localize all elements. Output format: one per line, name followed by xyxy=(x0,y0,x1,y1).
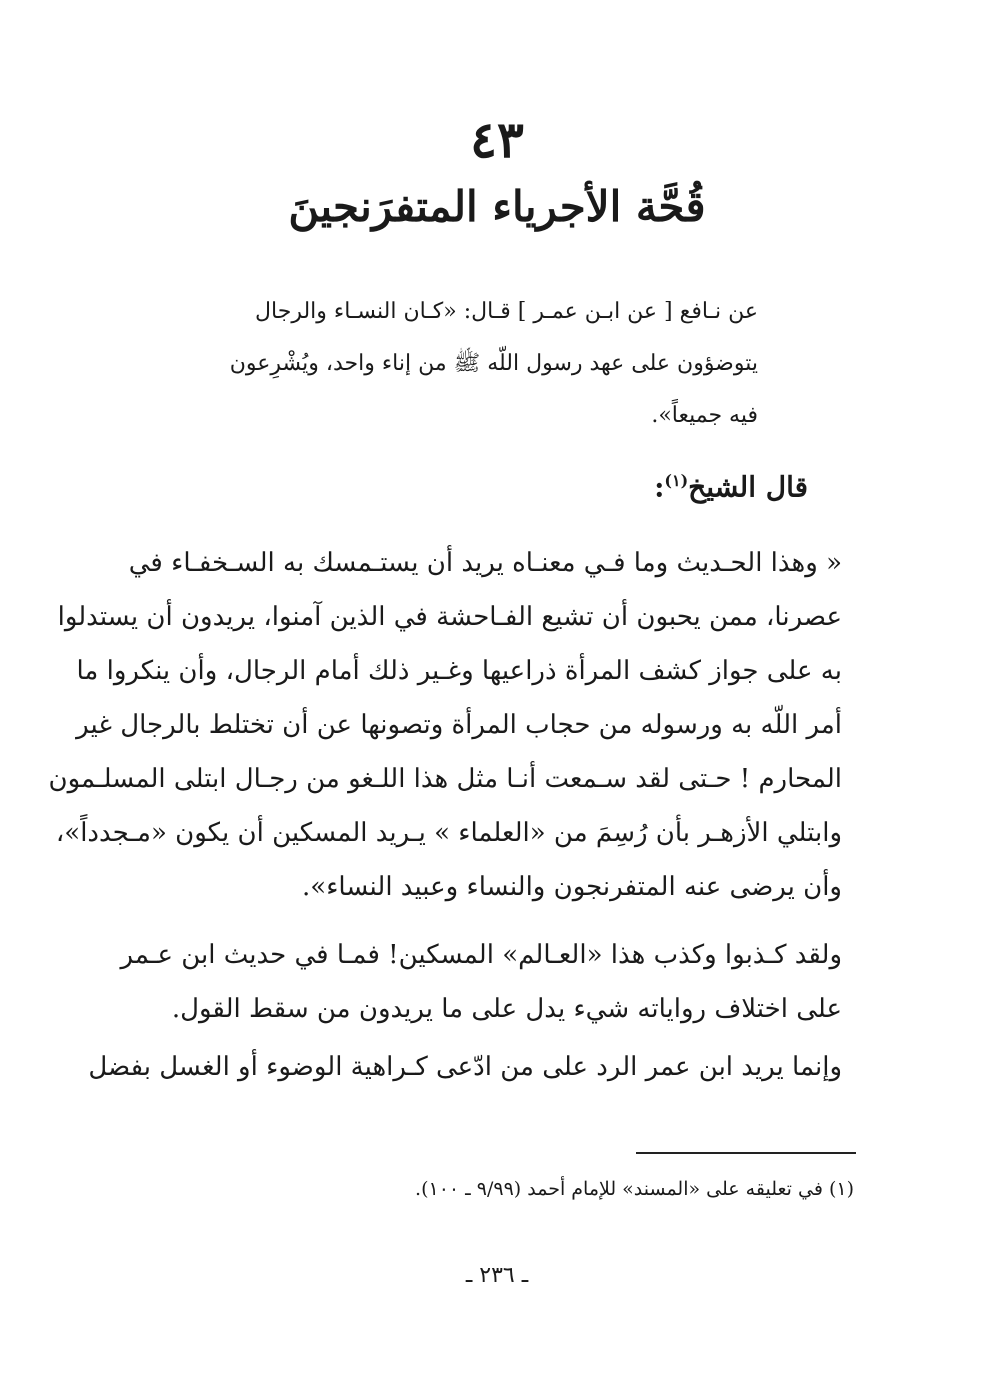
paragraph-line: وابتلي الأزهـر بأن رُسِمَ من «العلماء » يـريد المسكين أن يكون «مـجدداً»، xyxy=(55,818,842,848)
chapter-number: ٤٣ xyxy=(470,110,524,169)
paragraph-line: على اختلاف رواياته شيء يدل على ما يريدون من سقط القول. xyxy=(171,994,842,1024)
shaykh-heading xyxy=(654,456,808,512)
paragraph-line: أمر اللّه به ورسوله من حجاب المرأة وتصونها عن أن تختلط بالرجال غير xyxy=(76,710,842,740)
paragraph-line: عصرنا، ممن يحبون أن تشيع الفـاحشة في الذين آمنوا، يريدون أن يستدلوا xyxy=(57,602,842,632)
hadith-line: عن نـافع [ عن ابـن عمـر ] قـال: «كـان النسـاء والرجال xyxy=(255,299,758,324)
hadith-line: يتوضؤون على عهد رسول اللّه ﷺ من إناء واحد، ويُشْرِعون xyxy=(229,351,758,376)
paragraph-line: به على جواز كشف المرأة ذراعيها وغـير ذلك أمام الرجال، وأن ينكروا ما xyxy=(76,656,842,686)
commentary-paragraph xyxy=(48,536,842,914)
paragraph-line: وإنما يريد ابن عمر الرد على من ادّعى كـراهية الوضوء أو الغسل بفضل xyxy=(88,1052,842,1082)
shaykh-heading-colon: : xyxy=(654,470,665,504)
paragraph-line: وأن يرضى عنه المتفرنجون والنساء وعبيد النساء». xyxy=(302,872,842,902)
paragraph-line: ولقد كـذبوا وكذب هذا «العـالم» المسكين! فمـا في حديث ابن عـمر xyxy=(120,940,842,970)
hadith-line: فيه جميعاً». xyxy=(651,403,758,428)
paragraph-line: المحارم ! حـتى لقد سـمعت أنـا مثل هذا اللـغو من رجـال ابتلى المسلـمون xyxy=(48,764,842,794)
footnote-marker: (١) xyxy=(664,471,689,490)
page-number: ـ ٢٣٦ ـ xyxy=(465,1263,529,1288)
hadith-text xyxy=(213,286,758,442)
chapter-title: قُحَّة الأجرياء المتفرَنجينَ xyxy=(288,182,706,231)
paragraph-line: « وهذا الحـديث وما فـي معنـاه يريد أن يستـمسك به السـخفـاء في xyxy=(128,548,842,578)
commentary-paragraph xyxy=(120,928,842,1036)
commentary-paragraph xyxy=(88,1040,842,1094)
shaykh-heading-label: قال الشيخ xyxy=(688,470,808,504)
footnote-divider xyxy=(636,1152,856,1154)
footnote: (١) في تعليقه على «المسند» للإمام أحمد (٩/٩٩ ـ ١٠٠). xyxy=(415,1178,854,1200)
